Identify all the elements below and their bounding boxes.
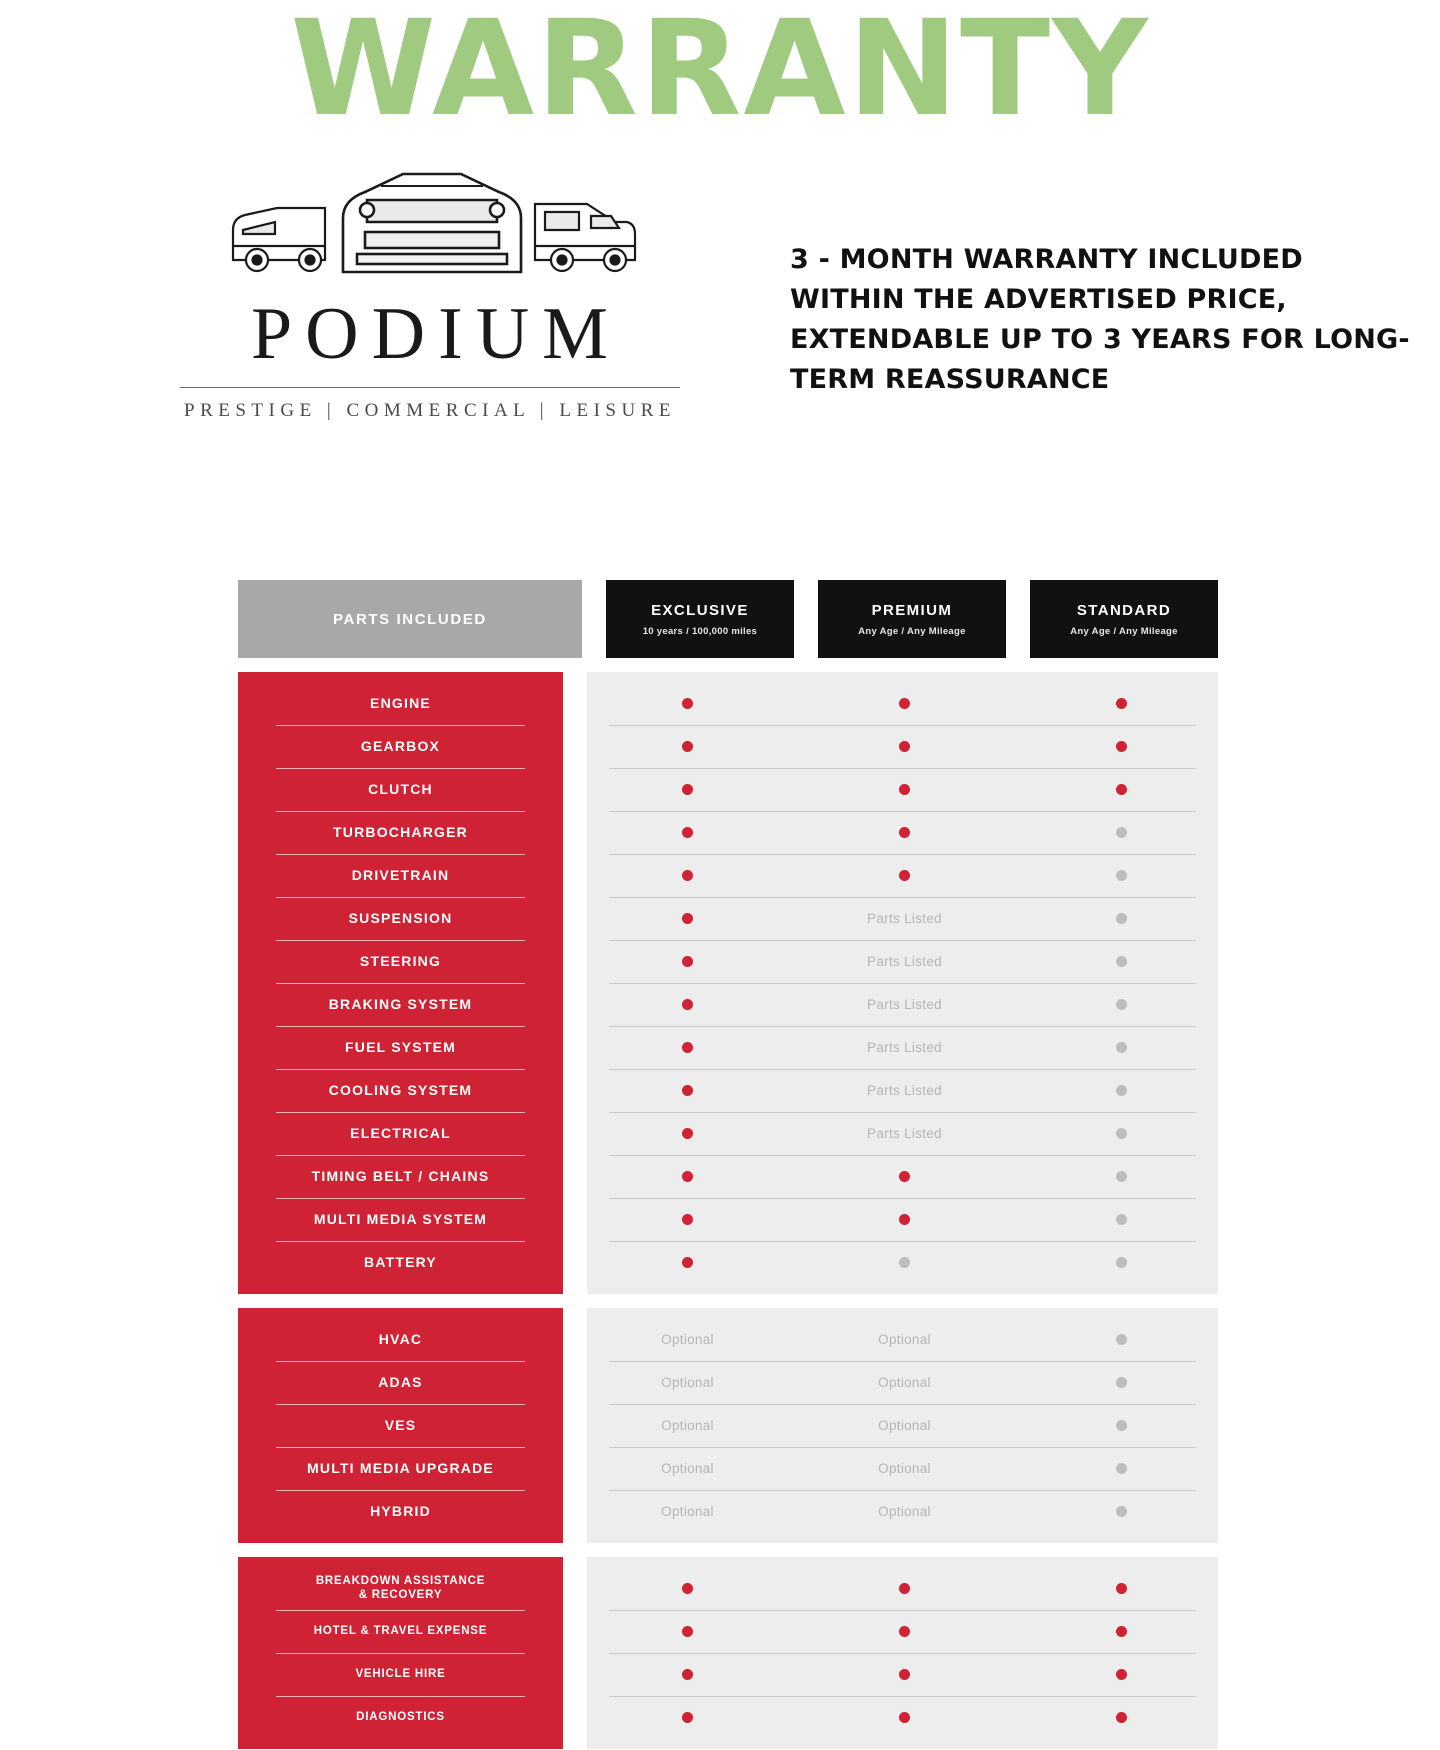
coverage-cell (1025, 913, 1218, 924)
coverage-cell (591, 870, 784, 881)
coverage-cell (808, 911, 1001, 926)
table-row (587, 1490, 1218, 1533)
coverage-cell (1025, 1506, 1218, 1517)
table-header-row (238, 580, 1218, 658)
warranty-comparison-table (238, 580, 1218, 1749)
coverage-cell (591, 1214, 784, 1225)
coverage-cell (808, 784, 1001, 795)
coverage-cell (808, 1332, 1001, 1347)
part-label: ELECTRICAL (238, 1112, 563, 1155)
section-labels (238, 1557, 563, 1749)
table-sections (238, 672, 1218, 1749)
coverage-cell (591, 1085, 784, 1096)
not-included-dot-icon (1116, 1257, 1127, 1268)
coverage-note: Parts Listed (867, 1083, 942, 1098)
coverage-cell (808, 997, 1001, 1012)
coverage-cell (1025, 827, 1218, 838)
warranty-headline: 3 - MONTH WARRANTY INCLUDED WITHIN THE ADVERTISED PRICE, EXTENDABLE UP TO 3 YEARS FOR LONG-TERM REASSURANCE (790, 244, 1410, 395)
coverage-cell (808, 954, 1001, 969)
included-dot-icon (899, 784, 910, 795)
coverage-cell (1025, 1042, 1218, 1053)
table-row (587, 1653, 1218, 1696)
part-label: TIMING BELT / CHAINS (238, 1155, 563, 1198)
coverage-cell (591, 827, 784, 838)
not-included-dot-icon (1116, 999, 1127, 1010)
coverage-cell (1025, 784, 1218, 795)
coverage-cell (808, 870, 1001, 881)
included-dot-icon (899, 1214, 910, 1225)
part-label: GEARBOX (238, 725, 563, 768)
table-section-optional (238, 1308, 1218, 1543)
not-included-dot-icon (1116, 1128, 1127, 1139)
included-dot-icon (682, 741, 693, 752)
coverage-cell (1025, 1377, 1218, 1388)
not-included-dot-icon (1116, 1463, 1127, 1474)
coverage-cell (808, 1126, 1001, 1141)
table-row (587, 940, 1218, 983)
coverage-cell (1025, 1626, 1218, 1637)
table-row (587, 1567, 1218, 1610)
table-row (587, 1198, 1218, 1241)
part-label: DRIVETRAIN (238, 854, 563, 897)
not-included-dot-icon (1116, 1377, 1127, 1388)
not-included-dot-icon (1116, 1334, 1127, 1345)
included-dot-icon (682, 784, 693, 795)
table-row (587, 1447, 1218, 1490)
included-dot-icon (899, 1669, 910, 1680)
included-dot-icon (682, 1171, 693, 1182)
coverage-cell (591, 1583, 784, 1594)
table-row (587, 1404, 1218, 1447)
included-dot-icon (682, 870, 693, 881)
tier-header-exclusive (606, 580, 794, 658)
included-dot-icon (899, 870, 910, 881)
coverage-cell (1025, 1214, 1218, 1225)
coverage-cell (591, 784, 784, 795)
section-values (587, 1557, 1218, 1749)
included-dot-icon (682, 827, 693, 838)
coverage-note: Optional (661, 1332, 714, 1347)
coverage-cell (591, 1461, 784, 1476)
table-row (587, 854, 1218, 897)
coverage-cell (1025, 1669, 1218, 1680)
included-dot-icon (899, 1626, 910, 1637)
table-row (587, 897, 1218, 940)
coverage-cell (591, 1626, 784, 1637)
coverage-cell (1025, 1171, 1218, 1182)
logo-divider (180, 387, 680, 388)
included-dot-icon (682, 1669, 693, 1680)
coverage-cell (808, 827, 1001, 838)
tier-name: PREMIUM (871, 601, 953, 619)
coverage-cell (591, 1257, 784, 1268)
table-row (587, 811, 1218, 854)
part-label: STEERING (238, 940, 563, 983)
table-row (587, 1696, 1218, 1739)
included-dot-icon (899, 741, 910, 752)
tier-header-premium (818, 580, 1006, 658)
coverage-note: Parts Listed (867, 997, 942, 1012)
table-row (587, 983, 1218, 1026)
not-included-dot-icon (1116, 1042, 1127, 1053)
part-label: HVAC (378, 1331, 423, 1348)
tier-header-standard (1030, 580, 1218, 658)
section-values (587, 1308, 1218, 1543)
included-dot-icon (1116, 1669, 1127, 1680)
coverage-cell (808, 741, 1001, 752)
coverage-cell (1025, 1085, 1218, 1096)
included-dot-icon (1116, 1712, 1127, 1723)
tier-name: STANDARD (1076, 601, 1172, 619)
coverage-cell (808, 1214, 1001, 1225)
coverage-note: Optional (661, 1504, 714, 1519)
table-row (587, 1112, 1218, 1155)
coverage-cell (808, 1504, 1001, 1519)
part-label: HYBRID (238, 1490, 563, 1533)
coverage-cell (591, 999, 784, 1010)
coverage-cell (591, 1332, 784, 1347)
brand-logo (175, 160, 685, 422)
part-label: TURBOCHARGER (238, 811, 563, 854)
part-label: BRAKING SYSTEM (238, 983, 563, 1026)
coverage-cell (591, 1375, 784, 1390)
coverage-cell (1025, 1712, 1218, 1723)
part-label: FUEL SYSTEM (238, 1026, 563, 1069)
page-title: WARRANTY (290, 0, 1150, 146)
coverage-note: Parts Listed (867, 954, 942, 969)
table-row (587, 1610, 1218, 1653)
tier-subtitle: Any Age / Any Mileage (1070, 625, 1178, 637)
coverage-cell (808, 1083, 1001, 1098)
coverage-cell (591, 1712, 784, 1723)
included-dot-icon (682, 1214, 693, 1225)
coverage-cell (1025, 1420, 1218, 1431)
included-dot-icon (682, 1257, 693, 1268)
coverage-cell (808, 1040, 1001, 1055)
included-dot-icon (682, 1042, 693, 1053)
part-label: COOLING SYSTEM (238, 1069, 563, 1112)
table-row (587, 1155, 1218, 1198)
coverage-note: Optional (878, 1418, 931, 1433)
coverage-cell (1025, 1257, 1218, 1268)
part-label: HOTEL & TRAVEL EXPENSE (238, 1610, 563, 1653)
coverage-cell (591, 698, 784, 709)
included-dot-icon (1116, 784, 1127, 795)
included-dot-icon (682, 1583, 693, 1594)
coverage-note: Parts Listed (867, 1126, 942, 1141)
coverage-cell (591, 913, 784, 924)
coverage-cell (1025, 999, 1218, 1010)
not-included-dot-icon (1116, 1085, 1127, 1096)
included-dot-icon (1116, 741, 1127, 752)
table-row (587, 1361, 1218, 1404)
part-label: VES (238, 1404, 563, 1447)
coverage-cell (1025, 741, 1218, 752)
not-included-dot-icon (1116, 1214, 1127, 1225)
table-row (587, 1241, 1218, 1284)
included-dot-icon (682, 956, 693, 967)
part-label: SUSPENSION (238, 897, 563, 940)
included-dot-icon (899, 827, 910, 838)
coverage-cell (808, 1171, 1001, 1182)
table-row (587, 1069, 1218, 1112)
part-label: BATTERY (238, 1241, 563, 1284)
coverage-cell (591, 741, 784, 752)
included-dot-icon (682, 999, 693, 1010)
tier-subtitle: Any Age / Any Mileage (858, 625, 966, 637)
coverage-cell (591, 1042, 784, 1053)
coverage-cell (1025, 1583, 1218, 1594)
coverage-cell (1025, 1128, 1218, 1139)
coverage-note: Parts Listed (867, 911, 942, 926)
coverage-cell (591, 1669, 784, 1680)
section-labels (238, 672, 563, 1294)
coverage-note: Parts Listed (867, 1040, 942, 1055)
coverage-cell (591, 1418, 784, 1433)
coverage-cell (591, 1128, 784, 1139)
coverage-note: Optional (661, 1375, 714, 1390)
tier-subtitle: 10 years / 100,000 miles (642, 625, 758, 637)
included-dot-icon (899, 698, 910, 709)
coverage-cell (591, 1171, 784, 1182)
part-label: VEHICLE HIRE (238, 1653, 563, 1696)
included-dot-icon (682, 1626, 693, 1637)
coverage-cell (808, 1669, 1001, 1680)
included-dot-icon (1116, 1626, 1127, 1637)
table-row (587, 1026, 1218, 1069)
included-dot-icon (682, 1712, 693, 1723)
included-dot-icon (899, 1171, 910, 1182)
part-label: BREAKDOWN ASSISTANCE & RECOVERY (315, 1575, 486, 1601)
not-included-dot-icon (1116, 1506, 1127, 1517)
included-dot-icon (682, 913, 693, 924)
coverage-note: Optional (661, 1418, 714, 1433)
coverage-cell (591, 1504, 784, 1519)
coverage-cell (808, 1461, 1001, 1476)
coverage-cell (808, 1583, 1001, 1594)
coverage-note: Optional (878, 1504, 931, 1519)
part-label: MULTI MEDIA UPGRADE (238, 1447, 563, 1490)
table-row (587, 725, 1218, 768)
coverage-cell (1025, 1463, 1218, 1474)
logo-tagline: PRESTIGE | COMMERCIAL | LEISURE (184, 400, 676, 421)
section-values (587, 672, 1218, 1294)
table-section-mechanical (238, 672, 1218, 1294)
coverage-note: Optional (878, 1375, 931, 1390)
not-included-dot-icon (1116, 870, 1127, 881)
part-label: ADAS (238, 1361, 563, 1404)
coverage-cell (1025, 870, 1218, 881)
coverage-note: Optional (878, 1461, 931, 1476)
coverage-note: Optional (878, 1332, 931, 1347)
included-dot-icon (899, 1712, 910, 1723)
not-included-dot-icon (1116, 827, 1127, 838)
included-dot-icon (1116, 698, 1127, 709)
table-row (587, 682, 1218, 725)
included-dot-icon (682, 1128, 693, 1139)
table-row (587, 768, 1218, 811)
not-included-dot-icon (1116, 1171, 1127, 1182)
parts-included-header: PARTS INCLUDED (238, 580, 582, 658)
coverage-cell (808, 1626, 1001, 1637)
coverage-cell (808, 698, 1001, 709)
not-included-dot-icon (1116, 913, 1127, 924)
coverage-note: Optional (661, 1461, 714, 1476)
not-included-dot-icon (1116, 1420, 1127, 1431)
vehicles-illustration-icon (215, 160, 645, 295)
coverage-cell (591, 956, 784, 967)
part-label: ENGINE (370, 695, 431, 712)
coverage-cell (1025, 956, 1218, 967)
part-label: DIAGNOSTICS (238, 1696, 563, 1739)
not-included-dot-icon (899, 1257, 910, 1268)
included-dot-icon (899, 1583, 910, 1594)
coverage-cell (808, 1418, 1001, 1433)
included-dot-icon (682, 698, 693, 709)
section-labels (238, 1308, 563, 1543)
not-included-dot-icon (1116, 956, 1127, 967)
table-section-assistance (238, 1557, 1218, 1749)
part-label: CLUTCH (238, 768, 563, 811)
coverage-cell (808, 1712, 1001, 1723)
logo-wordmark: PODIUM (251, 293, 621, 375)
coverage-cell (1025, 698, 1218, 709)
coverage-cell (808, 1257, 1001, 1268)
coverage-cell (808, 1375, 1001, 1390)
included-dot-icon (1116, 1583, 1127, 1594)
part-label: MULTI MEDIA SYSTEM (238, 1198, 563, 1241)
included-dot-icon (682, 1085, 693, 1096)
tier-name: EXCLUSIVE (651, 601, 749, 619)
coverage-cell (1025, 1334, 1218, 1345)
table-row (587, 1318, 1218, 1361)
